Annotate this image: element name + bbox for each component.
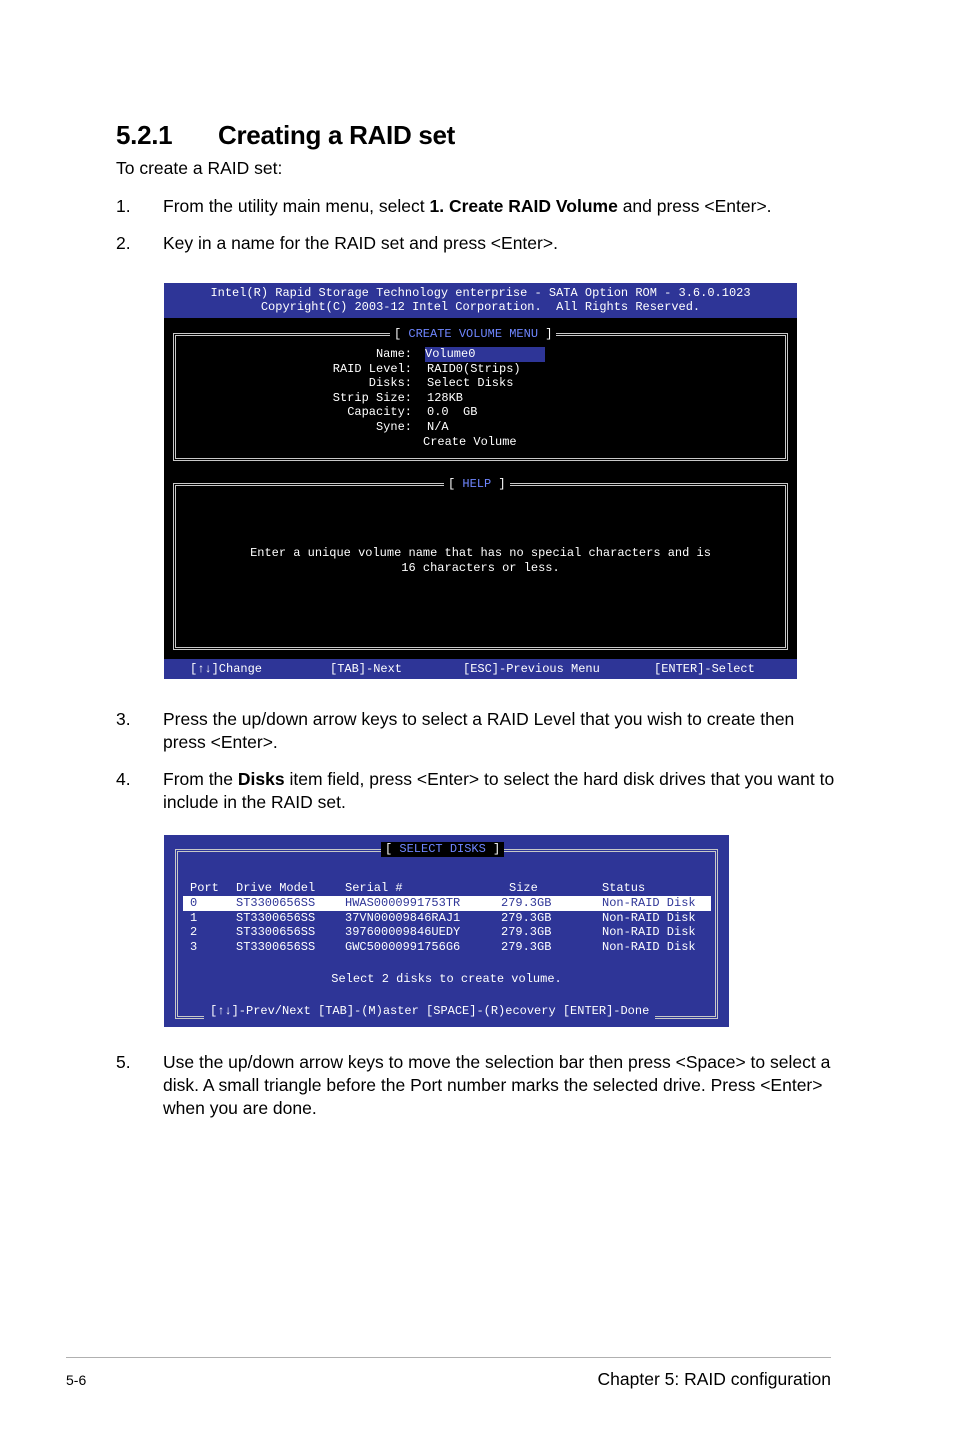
field-raid-level-value[interactable]: RAID0(Strips) — [427, 361, 521, 376]
step-1-pre: From the utility main menu, select — [163, 196, 430, 216]
step-5-number: 5. — [116, 1052, 131, 1072]
disk-row-0-port[interactable]: 0 — [190, 896, 198, 910]
disks-header-status: Status — [602, 881, 646, 895]
step-2-number: 2. — [116, 233, 131, 253]
select-disks-footer: [↑↓]-Prev/Next [TAB]-(M)aster [SPACE]-(R)ecovery [ENTER]-Done — [204, 1004, 655, 1019]
create-volume-menu-title: [ CREATE VOLUME MENU ] — [390, 327, 556, 342]
step-3-text: Press the up/down arrow keys to select a RAID Level that you wish to create then press <Enter>. — [163, 709, 795, 752]
disk-row-1-size[interactable]: 279.3GB — [501, 910, 552, 925]
field-syne-value[interactable]: N/A — [427, 419, 449, 434]
help-title: [ HELP ] — [444, 477, 510, 492]
disk-row-0-status[interactable]: Non-RAID Disk — [602, 896, 696, 910]
step-4-text — [163, 768, 838, 814]
menu-title-text: CREATE VOLUME MENU — [408, 327, 539, 341]
footer-select-hint: [ENTER]-Select — [654, 662, 755, 676]
disks-header-size: Size — [509, 881, 538, 895]
step-1-bold: 1. Create RAID Volume — [429, 196, 618, 216]
field-strip-size-value[interactable]: 128KB — [427, 390, 464, 405]
footer-divider — [66, 1357, 831, 1358]
disks-header-serial: Serial # — [345, 881, 403, 895]
footer-previous-hint: [ESC]-Previous Menu — [463, 662, 600, 676]
help-title-text: HELP — [462, 477, 492, 491]
select-disks-message: Select 2 disks to create volume. — [331, 972, 562, 986]
step-4-bold: Disks — [237, 769, 285, 789]
bios-body — [164, 318, 797, 659]
disk-row-0-serial[interactable]: HWAS0000991753TR — [345, 896, 461, 910]
field-label-disks: Disks: — [368, 376, 412, 390]
field-capacity-value[interactable]: 0.0 GB — [427, 405, 478, 419]
select-disks-title-text: SELECT DISKS — [399, 842, 486, 856]
step-1-number: 1. — [116, 196, 131, 216]
intro-text: To create a RAID set: — [116, 158, 283, 178]
disk-row-2-size[interactable]: 279.3GB — [501, 925, 552, 939]
disk-row-3-serial[interactable]: GWC50000991756G6 — [345, 939, 461, 954]
bios-screen-create-volume — [164, 283, 797, 679]
disk-row-2-model[interactable]: ST3300656SS — [236, 925, 316, 939]
field-label-syne: Syne: — [375, 419, 412, 434]
bios-header-bar — [164, 283, 797, 318]
field-label-raid-level: RAID Level: — [332, 361, 412, 376]
step-3-number: 3. — [116, 709, 131, 729]
step-2-text: Key in a name for the RAID set and press <Enter>. — [163, 233, 558, 253]
disks-header-model: Drive Model — [236, 881, 316, 895]
footer-change-hint: [↑↓]Change — [190, 662, 263, 676]
field-name-value[interactable]: Volume0 — [425, 347, 545, 362]
help-line-2: 16 characters or less. — [401, 560, 560, 575]
step-1-text — [163, 195, 843, 218]
bios-footer-bar — [164, 659, 797, 679]
disk-row-2-status[interactable]: Non-RAID Disk — [602, 925, 696, 939]
disk-row-0-size[interactable]: 279.3GB — [501, 896, 552, 910]
section-title: Creating a RAID set — [218, 120, 456, 150]
section-heading — [116, 120, 455, 151]
chapter-label: Chapter 5: RAID configuration — [597, 1369, 831, 1389]
step-5-text: Use the up/down arrow keys to move the selection bar then press <Space> to select a disk. A small triangle before the Port number marks the selected drive. Press <Enter> when you are done. — [163, 1052, 831, 1118]
disk-row-1-serial[interactable]: 37VN00009846RAJ1 — [345, 910, 461, 925]
disk-row-3-model[interactable]: ST3300656SS — [236, 939, 316, 954]
disk-row-2-port[interactable]: 2 — [190, 925, 198, 939]
field-disks-value[interactable]: Select Disks — [427, 376, 514, 390]
disk-row-0-model[interactable]: ST3300656SS — [236, 896, 316, 910]
field-name-input[interactable] — [425, 347, 545, 362]
field-label-name: Name: — [375, 347, 412, 361]
disk-row-1-model[interactable]: ST3300656SS — [236, 910, 316, 925]
footer-next-hint: [TAB]-Next — [330, 662, 403, 676]
create-volume-button[interactable]: Create Volume — [423, 435, 517, 449]
step-1-post: and press <Enter>. — [617, 196, 772, 216]
disks-header-port: Port — [190, 881, 219, 895]
step-4-number: 4. — [116, 769, 131, 789]
field-label-strip-size: Strip Size: — [332, 390, 412, 405]
disk-row-2-serial[interactable]: 397600009846UEDY — [345, 925, 461, 939]
help-line-1: Enter a unique volume name that has no special characters and is — [250, 546, 711, 560]
select-disks-title: [ SELECT DISKS ] — [381, 842, 504, 857]
disk-row-3-size[interactable]: 279.3GB — [501, 939, 552, 954]
section-number: 5.2.1 — [116, 120, 173, 150]
step-4-pre: From the — [163, 769, 238, 789]
field-label-capacity: Capacity: — [347, 405, 412, 419]
step-4-post: item field, press <Enter> to select the hard disk drives that you want to include in the RAID set. — [163, 769, 835, 812]
bios-header-line-1: Intel(R) Rapid Storage Technology enterprise - SATA Option ROM - 3.6.0.1023 — [210, 286, 751, 300]
disk-row-1-status[interactable]: Non-RAID Disk — [602, 910, 696, 925]
page-number: 5-6 — [66, 1372, 87, 1388]
disk-row-3-port[interactable]: 3 — [190, 939, 198, 954]
disk-row-3-status[interactable]: Non-RAID Disk — [602, 939, 696, 954]
disk-row-1-port[interactable]: 1 — [190, 910, 198, 925]
bios-header-line-2: Copyright(C) 2003-12 Intel Corporation. All Rights Reserved. — [260, 300, 701, 314]
